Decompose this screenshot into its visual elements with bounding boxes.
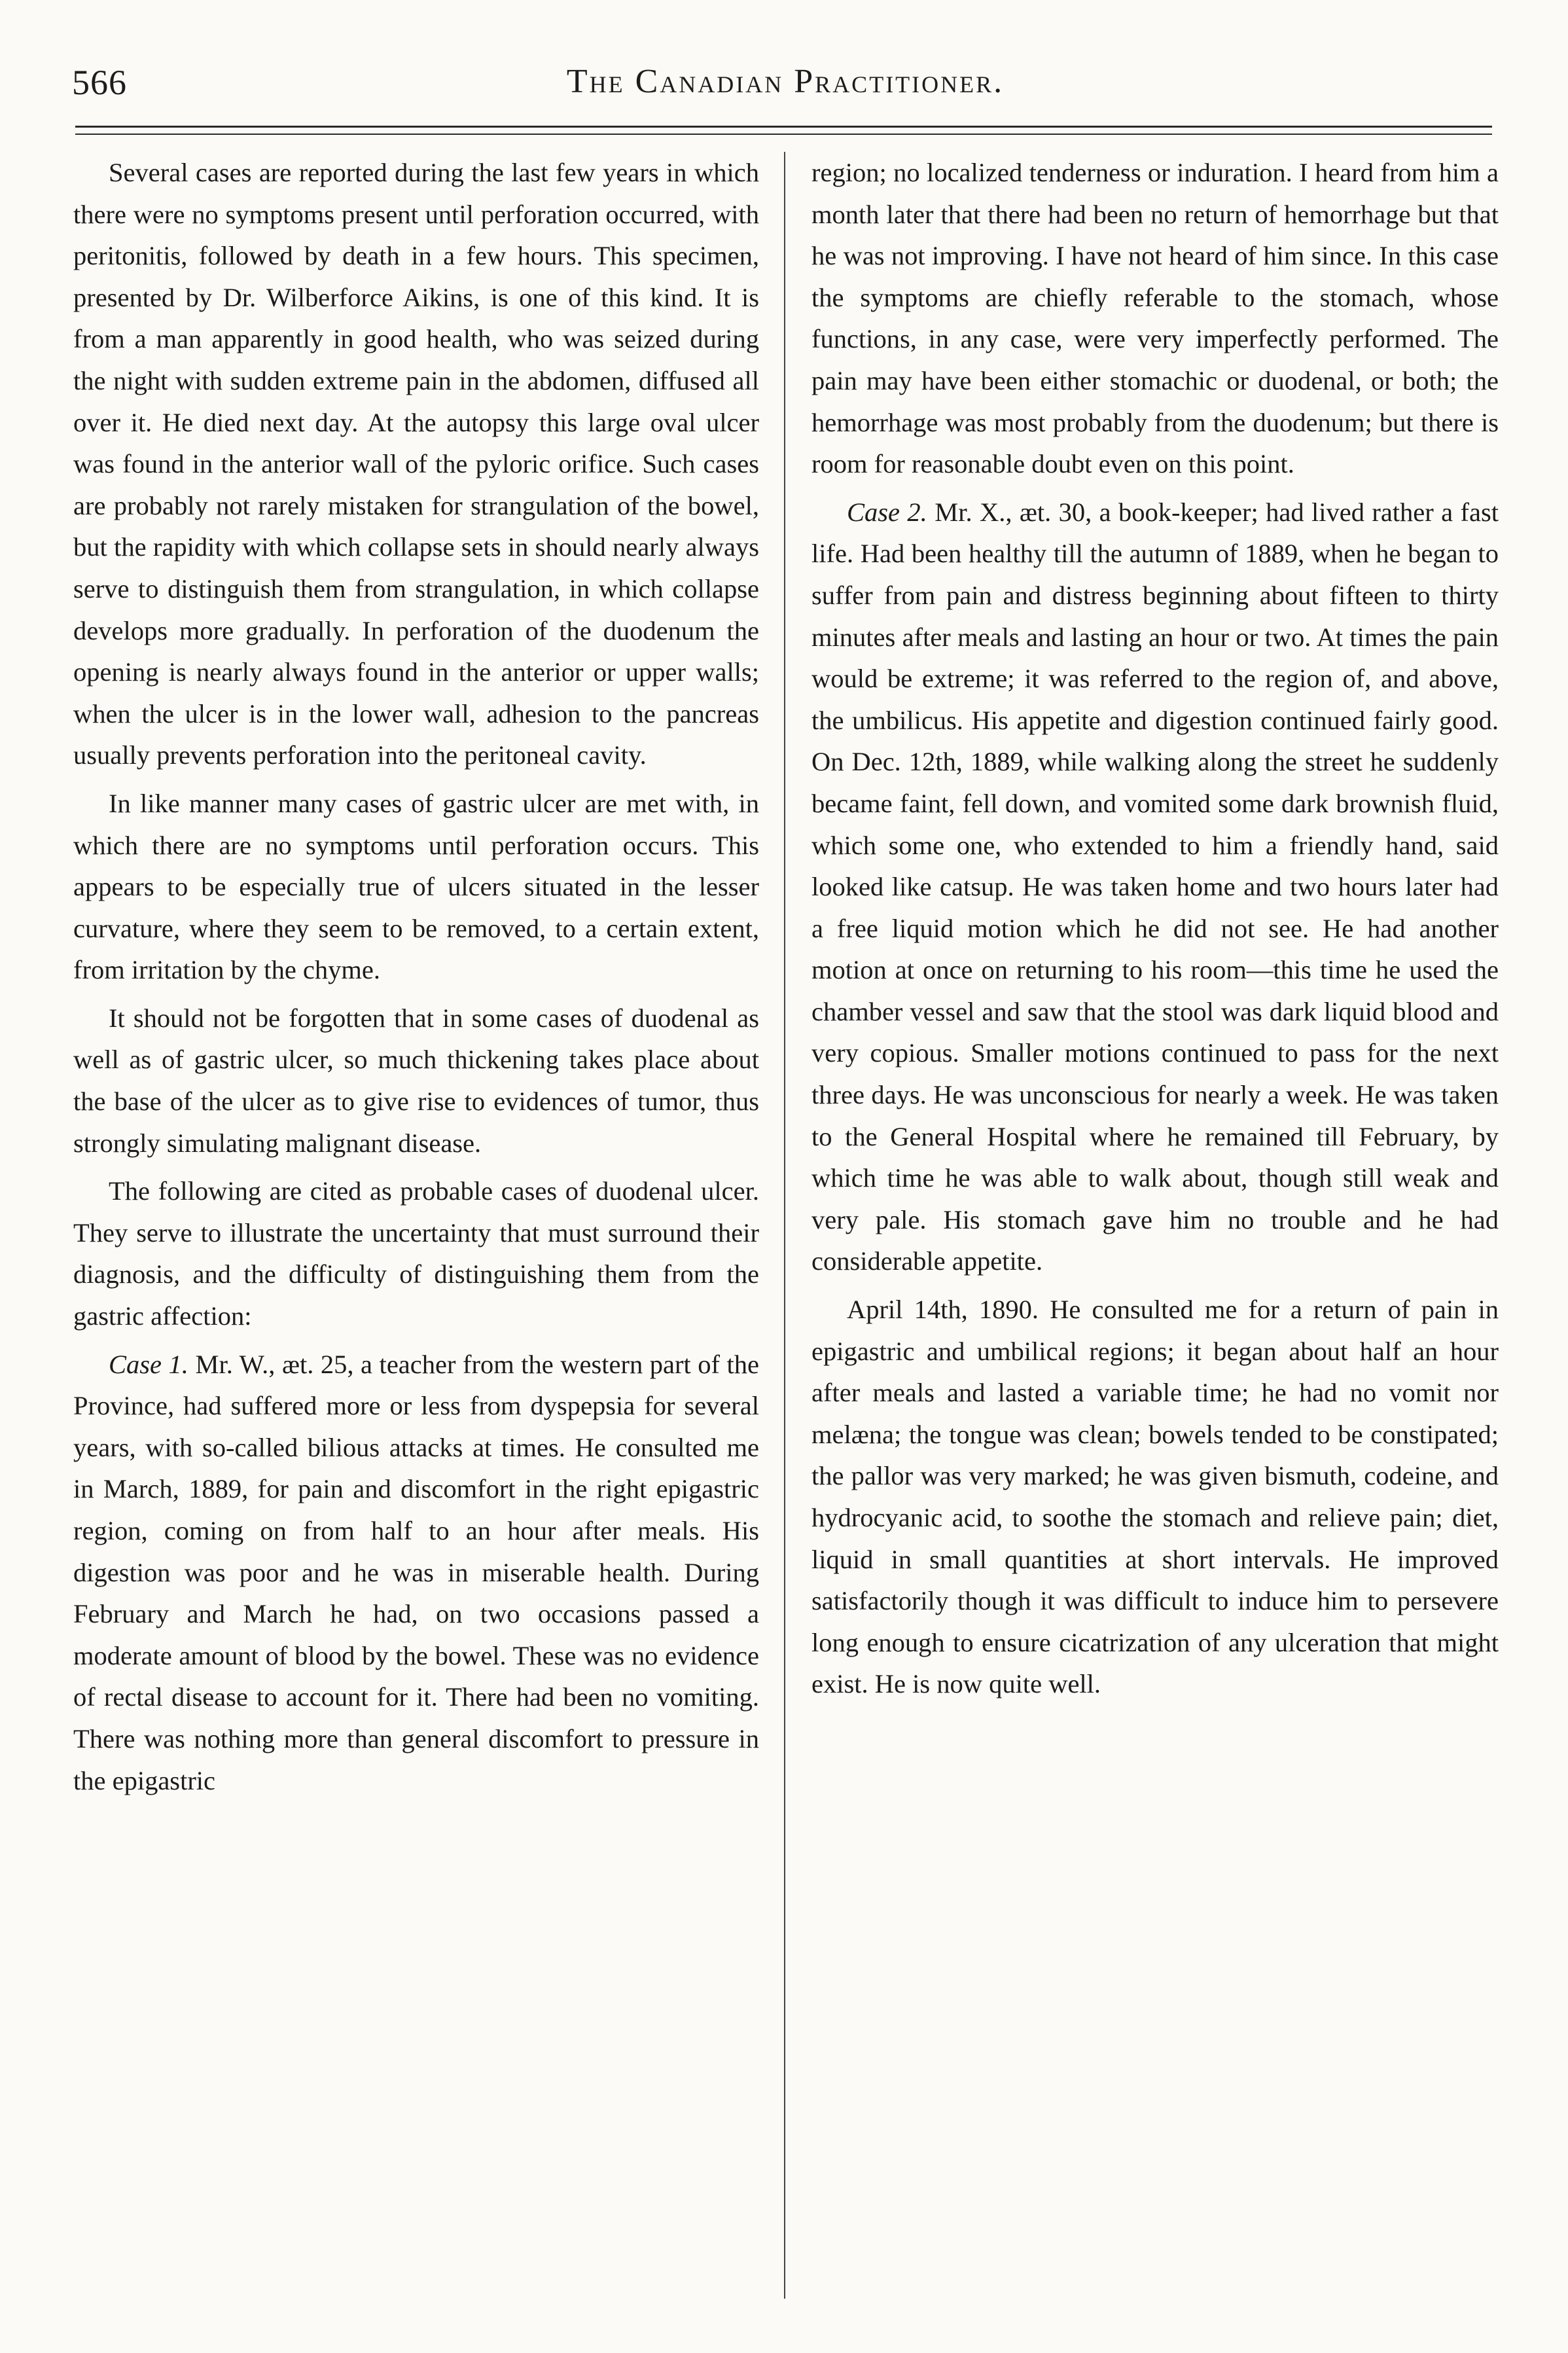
- left-column: [73, 152, 759, 2312]
- paragraph-case-1: [73, 1344, 759, 1802]
- case-1-text: Mr. W., æt. 25, a teacher from the western part of the Province, had suffered more or less from dyspepsia for several years, with so-called bilious attacks at times. He consulted me in March, 1889, for pain and discomfort in the right epigastric region, coming on from half to an hour after meals. His digestion was poor and he was in miserable health. During February and March he had, on two occasions passed a moderate amount of blood by the bowel. These was no evidence of rectal disease to account for it. There had been no vomiting. There was nothing more than general discomfort to pressure in the epigastric: [73, 1349, 759, 1795]
- paragraph-april-followup: April 14th, 1890. He consulted me for a return of pain in epigastric and umbilical regions; it began about half an hour after meals and lasted a variable time; he had no vomit nor melæna; the tongue was clean; bowels tended to be constipated; the pallor was very marked; he was given bismuth, codeine, and hydrocyanic acid, to soothe the stomach and relieve pain; diet, liquid in small quantities at short intervals. He improved satisfactorily though it was difficult to induce him to persevere long enough to ensure cicatrization of any ulceration that might exist. He is now quite well.: [811, 1295, 1499, 1699]
- right-column: [811, 152, 1499, 2312]
- page-number: 566: [72, 63, 127, 102]
- column-divider: [784, 152, 785, 2299]
- page-header: [72, 62, 1499, 115]
- header-rule-thin: [75, 134, 1492, 135]
- paragraph-perforation-cases: Several cases are reported during the last few years in which there were no symptoms present until perforation occurred, with peritonitis, followed by death in a few hours. This specimen, presented by Dr. Wilberforce Aikins, is one of this kind. It is from a man apparently in good health, who was seized during the night with sudden extreme pain in the abdomen, diffused all over it. He died next day. At the autopsy this large oval ulcer was found in the anterior wall of the pyloric orifice. Such cases are probably not rarely mistaken for strangulation of the bowel, but the rapidity with which collapse sets in should nearly always serve to distinguish them from strangulation, in which collapse develops more gradually. In perforation of the duodenum the opening is nearly always found in the anterior or upper walls; when the ulcer is in the lower wall, adhesion to the pancreas usually prevents perforation into the peritoneal cavity.: [73, 158, 759, 770]
- paragraph-case-1-continued: region; no localized tenderness or induration. I heard from him a month later that there had been no return of hemorrhage but that he was not improving. I have not heard of him since. In this case the symptoms are chiefly referable to the stomach, whose functions, in any case, were very imperfectly performed. The pain may have been either stomachic or duodenal, or both; the hemorrhage was most probably from the duodenum; but there is room for reasonable doubt even on this point.: [811, 158, 1499, 479]
- paragraph-thickening: It should not be forgotten that in some cases of duodenal as well as of gastric ulcer, so much thickening takes place about the base of the ulcer as to give rise to evidences of tumor, thus strongly simulating malignant disease.: [73, 1003, 759, 1158]
- paragraph-cited-cases: The following are cited as probable cases of duodenal ulcer. They serve to illustrate the uncertainty that must surround their diagnosis, and the difficulty of distinguishing them from the gastric affection:: [73, 1176, 759, 1331]
- case-2-text: Mr. X., æt. 30, a book-keeper; had lived rather a fast life. Had been healthy till the autumn of 1889, when he began to suffer from pain and distress beginning about fifteen to thirty minutes after meals and lasting an hour or two. At times the pain would be extreme; it was referred to the region of, and above, the umbilicus. His appetite and digestion continued fairly good. On Dec. 12th, 1889, while walking along the street he suddenly became faint, fell down, and vomited some dark brownish fluid, which some one, who extended to him a friendly hand, said looked like catsup. He was taken home and two hours later had a free liquid motion which he did not see. He had another motion at once on returning to his room—this time he used the chamber vessel and saw that the stool was dark liquid blood and very copious. Smaller motions continued to pass for the next three days. He was unconscious for nearly a week. He was taken to the General Hospital where he remained till February, by which time he was able to walk about, though still weak and very pale. His stomach gave him no trouble and he had considerable appetite.: [811, 497, 1499, 1276]
- running-title: The Canadian Practitioner.: [566, 63, 1005, 100]
- paragraph-case-2: [811, 492, 1499, 1282]
- header-rule: [75, 126, 1492, 128]
- paragraph-gastric-ulcer: In like manner many cases of gastric ulcer are met with, in which there are no symptoms until perforation occurs. This appears to be especially true of ulcers situated in the lesser curvature, where they seem to be removed, to a certain extent, from irritation by the chyme.: [73, 788, 759, 985]
- case-2-label: Case 2.: [847, 497, 927, 527]
- case-1-label: Case 1.: [109, 1349, 188, 1379]
